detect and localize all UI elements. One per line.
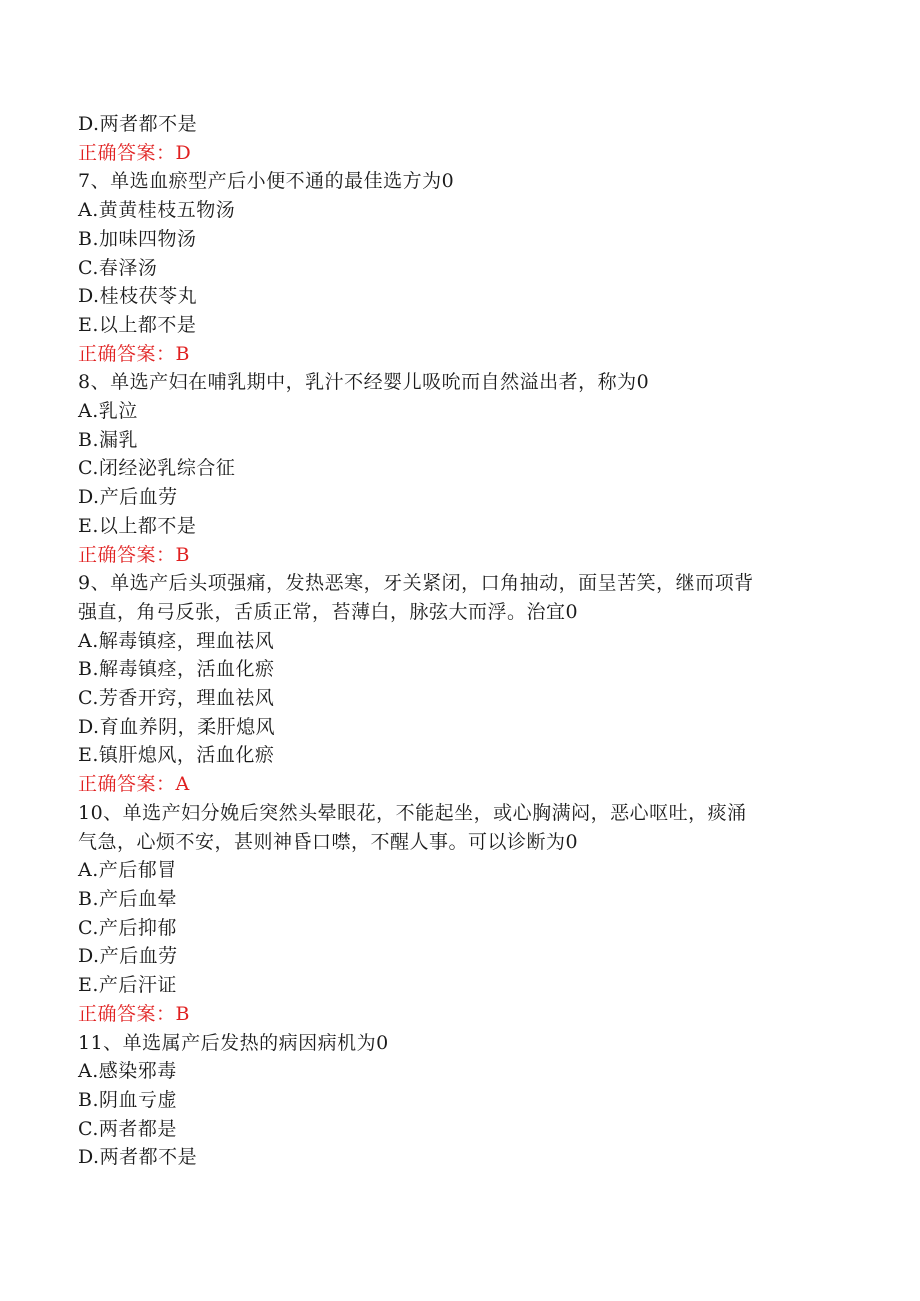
option-line: B.阴血亏虚 <box>78 1088 178 1111</box>
answer-line <box>78 770 848 799</box>
answer-value: A <box>175 773 190 796</box>
question-line: 7、单选血瘀型产后小便不通的最佳选方为0 <box>78 170 455 193</box>
answer-label: 正确答案： <box>78 141 176 164</box>
option-line: A.黄黄桂枝五物汤 <box>78 199 236 222</box>
option-line: D.两者都不是 <box>78 1146 198 1169</box>
option-line: C.产后抑郁 <box>78 916 177 939</box>
question-line: 10、单选产妇分娩后突然头晕眼花，不能起坐，或心胸满闷，恶心呕吐，痰涌 <box>78 801 747 824</box>
option-line: D.育血养阴，柔肝熄风 <box>78 715 276 738</box>
answer-line <box>78 139 848 168</box>
option-line: C.芳香开窍，理血祛风 <box>78 687 275 710</box>
option-line: D.产后血劳 <box>78 945 178 968</box>
answer-value: B <box>175 1002 190 1025</box>
option-line: A.解毒镇痉，理血祛风 <box>78 629 275 652</box>
answer-line <box>78 1000 848 1029</box>
answer-value: B <box>175 543 190 566</box>
option-line: D.桂枝茯苓丸 <box>78 285 198 308</box>
document-page <box>78 110 848 1172</box>
answer-line <box>78 340 848 369</box>
option-line: A.乳泣 <box>78 400 138 423</box>
answer-label: 正确答案： <box>78 543 176 566</box>
option-line: D.两者都不是 <box>78 113 198 135</box>
question-line: 强直，角弓反张，舌质正常，苔薄白，脉弦大而浮。治宜0 <box>78 600 579 623</box>
option-line: E.产后汗证 <box>78 974 177 997</box>
answer-label: 正确答案： <box>78 1002 176 1025</box>
option-line: A.产后郁冒 <box>78 859 177 882</box>
option-line: C.春泽汤 <box>78 256 158 279</box>
option-line: D.产后血劳 <box>78 486 178 509</box>
answer-value: B <box>175 342 190 365</box>
answer-label: 正确答案： <box>78 773 176 796</box>
option-line: E.镇肝熄风，活血化瘀 <box>78 744 275 767</box>
option-line: E.以上都不是 <box>78 514 197 537</box>
option-line: A.感染邪毒 <box>78 1060 177 1083</box>
option-line: B.产后血晕 <box>78 887 178 910</box>
question-line: 11、单选属产后发热的病因病机为0 <box>78 1031 389 1054</box>
question-line: 8、单选产妇在哺乳期中，乳汁不经婴儿吸吮而自然溢出者，称为0 <box>78 371 650 394</box>
option-line: E.以上都不是 <box>78 313 197 336</box>
option-line: B.解毒镇痉，活血化瘀 <box>78 658 275 681</box>
option-line: C.两者都是 <box>78 1117 177 1140</box>
question-line: 气急，心烦不安，甚则神昏口噤，不醒人事。可以诊断为0 <box>78 830 579 853</box>
answer-line <box>78 541 848 570</box>
question-line: 9、单选产后头项强痛，发热恶寒，牙关紧闭，口角抽动，面呈苦笑，继而项背 <box>78 572 754 595</box>
answer-value: D <box>175 141 192 164</box>
answer-label: 正确答案： <box>78 342 176 365</box>
option-line: B.加味四物汤 <box>78 227 197 250</box>
option-line: C.闭经泌乳综合征 <box>78 457 236 480</box>
option-line: B.漏乳 <box>78 428 139 451</box>
